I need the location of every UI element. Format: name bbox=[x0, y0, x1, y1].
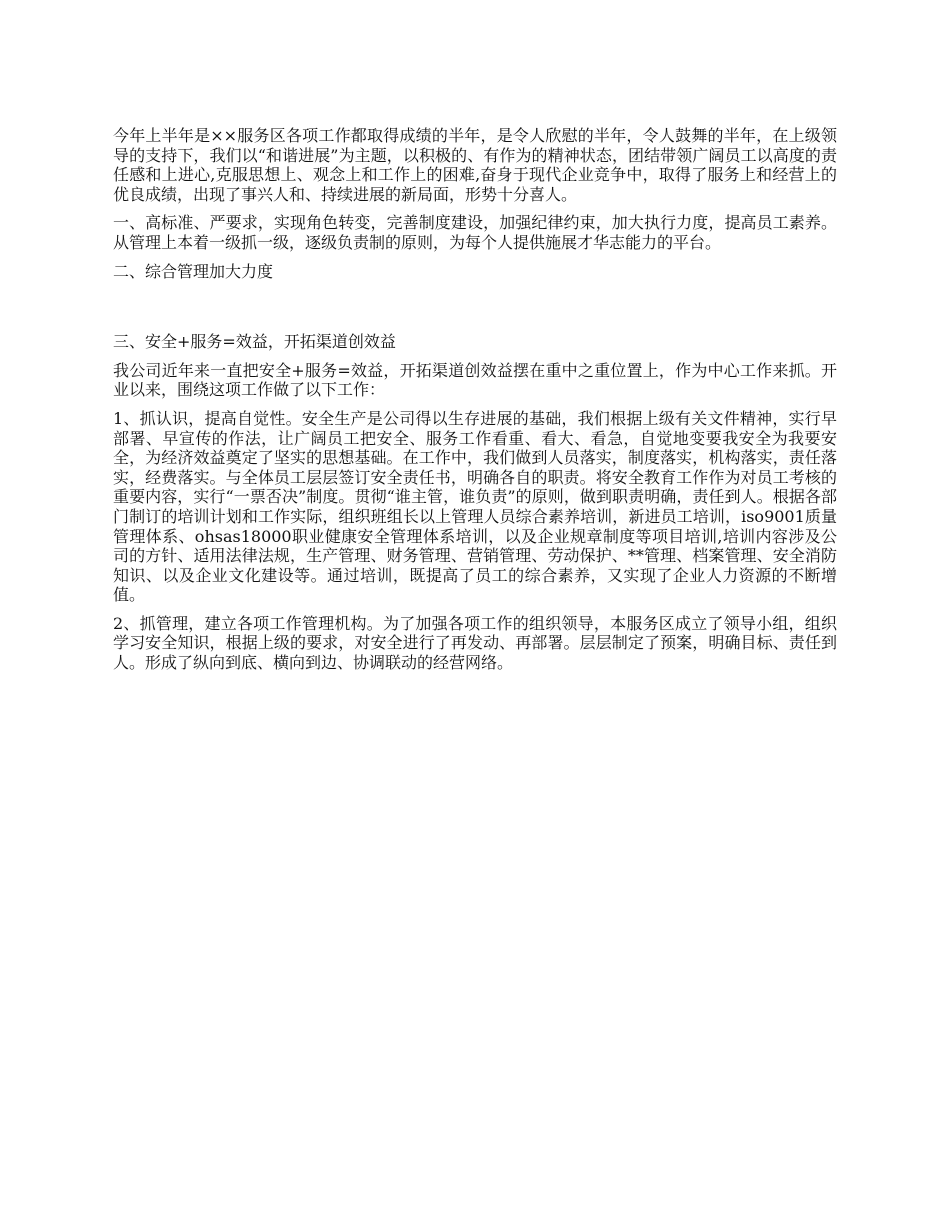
item-two-paragraph: 2、抓管理，建立各项工作管理机构。为了加强各项工作的组织领导，本服务区成立了领导小组，组织学习安全知识，根据上级的要求，对安全进行了再发动、再部署。层层制定了预案，明确目标、责任到人。形成了纵向到底、横向到边、协调联动的经营网络。 bbox=[113, 613, 837, 673]
section-two-heading: 二、综合管理加大力度 bbox=[113, 261, 274, 281]
section-one-paragraph: 一、高标准、严要求，实现角色转变，完善制度建设，加强纪律约束，加大执行力度，提高员工素养。从管理上本着一级抓一级，逐级负责制的原则，为每个人提供施展才华志能力的平台。 bbox=[113, 213, 837, 252]
section-three-heading: 三、安全+服务=效益，开拓渠道创效益 bbox=[113, 332, 396, 352]
intro-paragraph: 今年上半年是××服务区各项工作都取得成绩的半年，是令人欣慰的半年，令人鼓舞的半年，在上级领导的支持下，我们以“和谐进展”为主题，以积极的、有作为的精神状态，团结带领广阔员工以高度的责任感和上进心,克服思想上、观念上和工作上的困难,奋身于现代企业竞争中，取得了服务上和经营上的优良成绩，出现了事兴人和、持续进展的新局面，形势十分喜人。 bbox=[113, 126, 837, 204]
blank-space bbox=[113, 290, 837, 332]
item-one-paragraph: 1、抓认识，提高自觉性。安全生产是公司得以生存进展的基础，我们根据上级有关文件精神，实行早部署、早宣传的作法，让广阔员工把安全、服务工作看重、看大、看急，自觉地变要我安全为我要安全，为经济效益奠定了坚实的思想基础。在工作中，我们做到人员落实，制度落实，机构落实，责任落实，经费落实。与全体员工层层签订安全责任书，明确各自的职责。将安全教育工作作为对员工考核的重要内容，实行“一票否决”制度。贯彻“谁主管，谁负责”的原则，做到职责明确，责任到人。根据各部门制订的培训计划和工作实际，组织班组长以上管理人员综合素养培训，新进员工培训，iso9001质量管理体系、ohsas18000职业健康安全管理体系培训，以及企业规章制度等项目培训,培训内容涉及公司的方针、适用法律法规，生产管理、财务管理、营销管理、劳动保护、**管理、档案管理、安全消防知识、以及企业文化建设等。通过培训，既提高了员工的综合素养，又实现了企业人力资源的不断增值。 bbox=[113, 408, 837, 605]
section-three-intro-paragraph: 我公司近年来一直把安全+服务=效益，开拓渠道创效益摆在重中之重位置上，作为中心工作来抓。开业以来，围绕这项工作做了以下工作： bbox=[113, 360, 837, 400]
